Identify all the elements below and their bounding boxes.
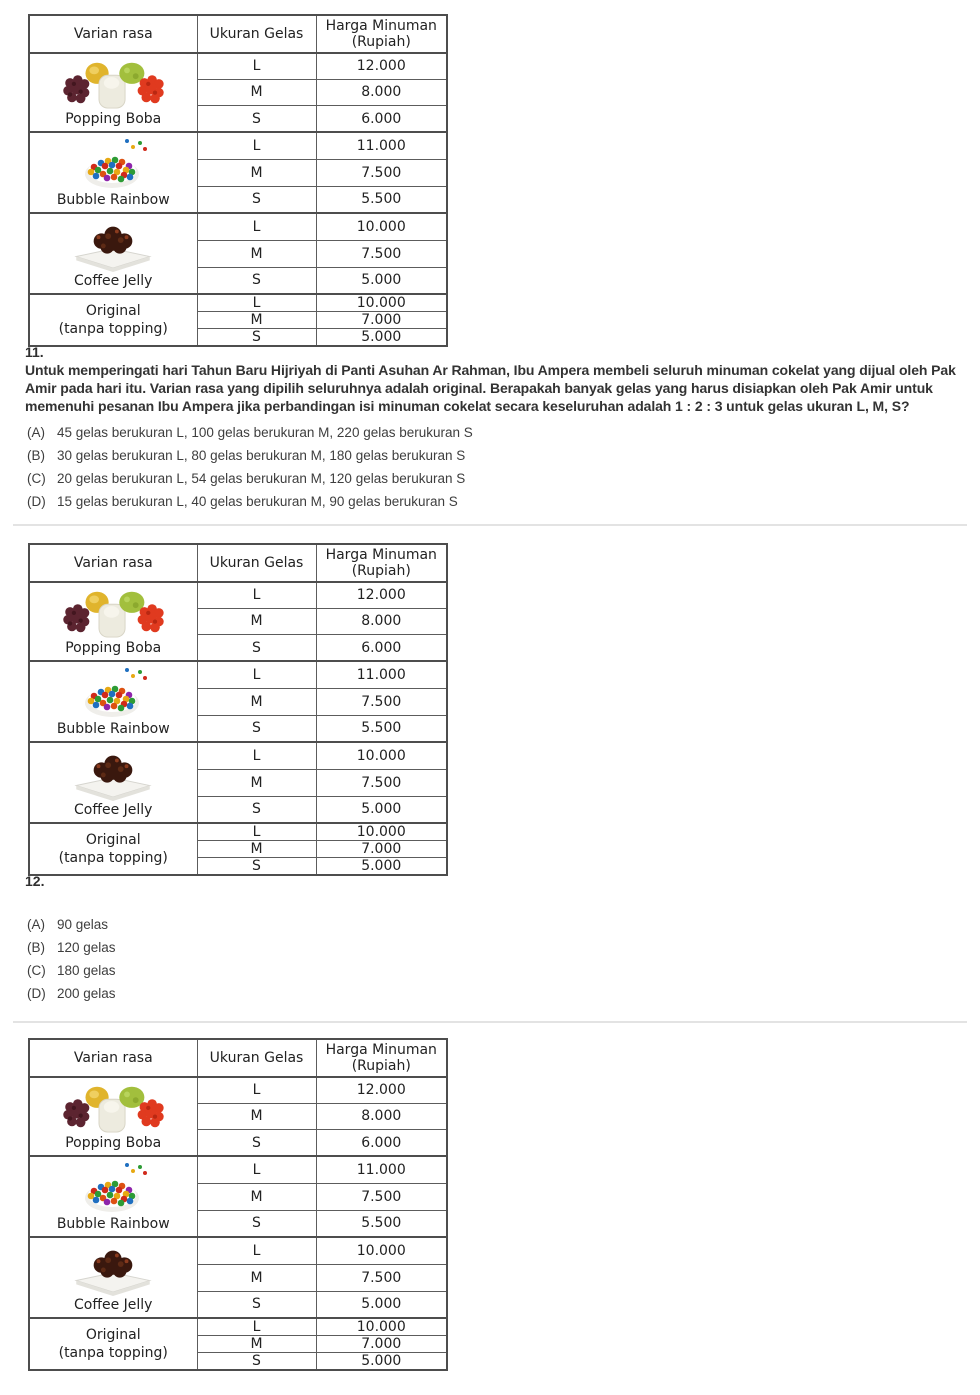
price-cell: 5.000: [316, 1353, 447, 1371]
variant-name: Coffee Jelly: [74, 273, 153, 289]
size-cell: L: [197, 661, 316, 688]
size-cell: M: [197, 159, 316, 186]
variant-cell-popping-boba: [29, 582, 197, 661]
variant-name: Bubble Rainbow: [56, 721, 170, 737]
price-cell: 10.000: [316, 294, 447, 312]
size-cell: S: [197, 715, 316, 742]
price-cell: 5.500: [316, 715, 447, 742]
variant-cell-coffee-jelly: [29, 742, 197, 823]
price-cell: 7.500: [316, 688, 447, 715]
option-text: 45 gelas berukuran L, 100 gelas berukuran M, 220 gelas berukuran S: [57, 425, 473, 440]
price-cell: 7.500: [316, 1264, 447, 1291]
size-cell: L: [197, 1318, 316, 1336]
size-cell: M: [197, 1264, 316, 1291]
section-divider: [13, 524, 967, 526]
option-d: [27, 494, 473, 517]
variant-name: Popping Boba: [65, 1135, 162, 1151]
size-cell: S: [197, 796, 316, 823]
question-12-number: 12.: [25, 873, 45, 889]
price-cell: 12.000: [316, 582, 447, 608]
variant-name: Popping Boba: [65, 111, 162, 127]
price-cell: 5.000: [316, 329, 447, 347]
price-cell: 7.000: [316, 841, 447, 858]
option-d: [27, 986, 116, 1009]
variant-name: Popping Boba: [65, 640, 162, 656]
option-label: (A): [27, 425, 45, 440]
price-table: [28, 1038, 448, 1371]
option-text: 20 gelas berukuran L, 54 gelas berukuran M, 120 gelas berukuran S: [57, 471, 466, 486]
variant-cell-coffee-jelly: [29, 1237, 197, 1318]
option-text: 200 gelas: [57, 986, 116, 1001]
question-11-number: 11.: [25, 344, 44, 360]
question-12-options: [27, 917, 116, 1009]
size-cell: L: [197, 582, 316, 608]
variant-name-line2: (tanpa topping): [58, 1345, 168, 1361]
col-header-varian-rasa: Varian rasa: [29, 1039, 197, 1077]
price-table-1: [28, 14, 448, 347]
size-cell: M: [197, 1183, 316, 1210]
variant-name: Original: [85, 1327, 141, 1343]
col-header-varian-rasa: Varian rasa: [29, 544, 197, 582]
price-cell: 11.000: [316, 1156, 447, 1183]
price-cell: 6.000: [316, 1130, 447, 1156]
price-cell: 5.000: [316, 267, 447, 294]
price-cell: 8.000: [316, 1103, 447, 1129]
option-b: [27, 940, 116, 963]
price-cell: 10.000: [316, 1237, 447, 1264]
harga-header-line2: (Rupiah): [351, 563, 411, 579]
col-header-harga-minuman: [316, 544, 447, 582]
price-table: [28, 14, 448, 347]
size-cell: M: [197, 608, 316, 634]
variant-name: Original: [85, 832, 141, 848]
size-cell: S: [197, 329, 316, 347]
size-cell: L: [197, 1156, 316, 1183]
variant-name: Original: [85, 303, 141, 319]
price-cell: 7.500: [316, 159, 447, 186]
size-cell: M: [197, 688, 316, 715]
price-cell: 5.000: [316, 1291, 447, 1318]
price-cell: 7.000: [316, 312, 447, 329]
size-cell: M: [197, 769, 316, 796]
price-cell: 11.000: [316, 661, 447, 688]
option-label: (A): [27, 917, 45, 932]
price-cell: 5.000: [316, 858, 447, 876]
harga-header-line1: Harga Minuman: [325, 547, 437, 563]
harga-header-line1: Harga Minuman: [325, 1042, 437, 1058]
price-table: [28, 543, 448, 876]
option-c: [27, 471, 473, 494]
price-cell: 7.500: [316, 240, 447, 267]
col-header-harga-minuman: [316, 15, 447, 53]
bubble-rainbow-image: [30, 133, 197, 191]
option-b: [27, 448, 473, 471]
price-cell: 10.000: [316, 213, 447, 240]
price-cell: 6.000: [316, 106, 447, 132]
coffee-jelly-image: [30, 743, 197, 801]
price-cell: 11.000: [316, 132, 447, 159]
size-cell: S: [197, 1291, 316, 1318]
variant-name-line2: (tanpa topping): [58, 321, 168, 337]
col-header-ukuran-gelas: Ukuran Gelas: [197, 544, 316, 582]
size-cell: L: [197, 1077, 316, 1103]
size-cell: L: [197, 742, 316, 769]
option-a: [27, 917, 116, 940]
variant-cell-coffee-jelly: [29, 213, 197, 294]
price-table-3: [28, 1038, 448, 1371]
option-label: (C): [27, 963, 46, 978]
variant-cell-original: [29, 1318, 197, 1370]
option-text: 180 gelas: [57, 963, 116, 978]
option-text: 15 gelas berukuran L, 40 gelas berukuran M, 90 gelas berukuran S: [57, 494, 458, 509]
variant-cell-bubble-rainbow: [29, 132, 197, 213]
option-label: (B): [27, 448, 45, 463]
col-header-varian-rasa: Varian rasa: [29, 15, 197, 53]
coffee-jelly-image: [30, 1238, 197, 1296]
price-cell: 8.000: [316, 79, 447, 105]
bubble-rainbow-image: [30, 1157, 197, 1215]
size-cell: S: [197, 1353, 316, 1371]
price-cell: 7.500: [316, 1183, 447, 1210]
option-a: [27, 425, 473, 448]
variant-name: Bubble Rainbow: [56, 1216, 170, 1232]
price-cell: 10.000: [316, 1318, 447, 1336]
size-cell: S: [197, 1130, 316, 1156]
size-cell: L: [197, 294, 316, 312]
size-cell: L: [197, 53, 316, 79]
option-c: [27, 963, 116, 986]
harga-header-line2: (Rupiah): [351, 1058, 411, 1074]
harga-header-line2: (Rupiah): [351, 34, 411, 50]
size-cell: L: [197, 1237, 316, 1264]
price-cell: 5.000: [316, 796, 447, 823]
price-cell: 7.000: [316, 1336, 447, 1353]
price-cell: 7.500: [316, 769, 447, 796]
size-cell: S: [197, 106, 316, 132]
variant-name: Coffee Jelly: [74, 1297, 153, 1313]
price-cell: 10.000: [316, 823, 447, 841]
coffee-jelly-image: [30, 214, 197, 272]
col-header-ukuran-gelas: Ukuran Gelas: [197, 15, 316, 53]
variant-cell-bubble-rainbow: [29, 1156, 197, 1237]
option-label: (D): [27, 986, 46, 1001]
size-cell: M: [197, 1336, 316, 1353]
size-cell: S: [197, 186, 316, 213]
col-header-ukuran-gelas: Ukuran Gelas: [197, 1039, 316, 1077]
harga-header-line1: Harga Minuman: [325, 18, 437, 34]
price-cell: 12.000: [316, 1077, 447, 1103]
size-cell: S: [197, 267, 316, 294]
question-11-text: Untuk memperingati hari Tahun Baru Hijriyah di Panti Asuhan Ar Rahman, Ibu Ampera membeli seluruh minuman cokelat yang dijual oleh Pak Amir pada hari itu. Varian rasa yang dipilih seluruhnya adalah original. Berapakah banyak gelas yang harus disiapkan oleh Pak Amir untuk memenuhi pesanan Ibu Ampera jika perbandingan isi minuman cokelat secara keseluruhan adalah 1 : 2 : 3 untuk gelas ukuran L, M, S?: [25, 362, 956, 414]
variant-name-line2: (tanpa topping): [58, 850, 168, 866]
size-cell: L: [197, 213, 316, 240]
price-cell: 10.000: [316, 742, 447, 769]
price-cell: 8.000: [316, 608, 447, 634]
option-text: 120 gelas: [57, 940, 116, 955]
size-cell: L: [197, 823, 316, 841]
variant-cell-bubble-rainbow: [29, 661, 197, 742]
variant-name: Coffee Jelly: [74, 802, 153, 818]
variant-cell-popping-boba: [29, 1077, 197, 1156]
option-label: (C): [27, 471, 46, 486]
bubble-rainbow-image: [30, 662, 197, 720]
size-cell: S: [197, 858, 316, 876]
size-cell: M: [197, 841, 316, 858]
variant-cell-original: [29, 823, 197, 875]
price-table-2: [28, 543, 448, 876]
size-cell: M: [197, 240, 316, 267]
question-11-options: [27, 425, 473, 517]
price-cell: 5.500: [316, 1210, 447, 1237]
col-header-harga-minuman: [316, 1039, 447, 1077]
price-cell: 6.000: [316, 635, 447, 661]
variant-name: Bubble Rainbow: [56, 192, 170, 208]
section-divider: [13, 1021, 967, 1023]
size-cell: S: [197, 1210, 316, 1237]
popping-boba-image: [30, 54, 197, 110]
size-cell: M: [197, 312, 316, 329]
size-cell: S: [197, 635, 316, 661]
variant-cell-popping-boba: [29, 53, 197, 132]
price-cell: 5.500: [316, 186, 447, 213]
option-label: (D): [27, 494, 46, 509]
size-cell: M: [197, 79, 316, 105]
option-text: 90 gelas: [57, 917, 109, 932]
price-cell: 12.000: [316, 53, 447, 79]
popping-boba-image: [30, 583, 197, 639]
size-cell: M: [197, 1103, 316, 1129]
option-text: 30 gelas berukuran L, 80 gelas berukuran M, 180 gelas berukuran S: [57, 448, 466, 463]
size-cell: L: [197, 132, 316, 159]
variant-cell-original: [29, 294, 197, 346]
option-label: (B): [27, 940, 45, 955]
popping-boba-image: [30, 1078, 197, 1134]
